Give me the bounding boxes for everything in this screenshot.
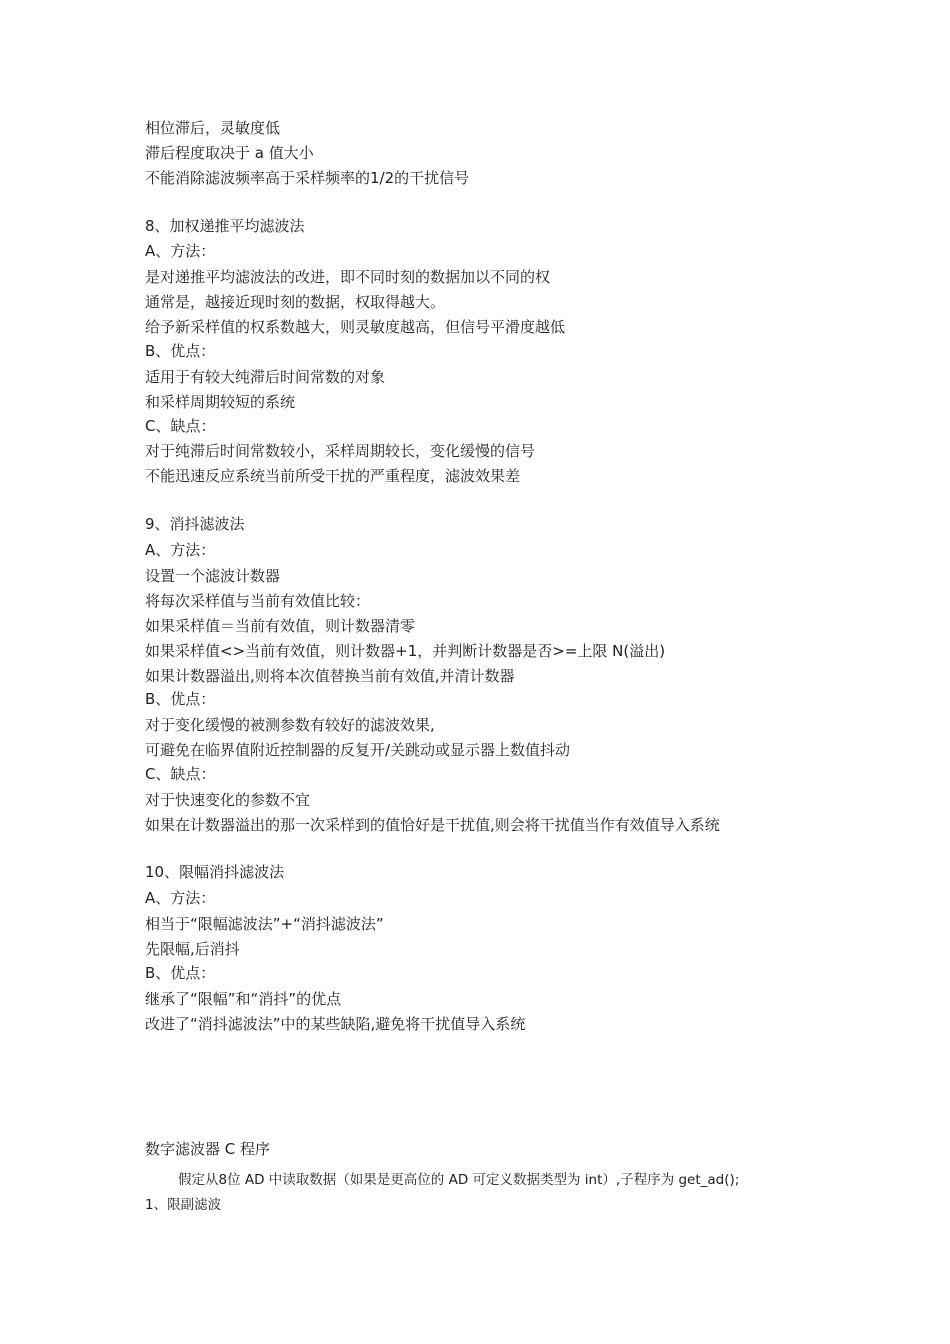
text-line: 是对递推平均滤波法的改进，即不同时刻的数据加以不同的权 (145, 268, 551, 286)
subheading: C、缺点： (145, 765, 216, 783)
text-line: 如果在计数器溢出的那一次采样到的值恰好是干扰值,则会将干扰值当作有效值导入系统 (145, 816, 720, 834)
subheading: A、方法： (145, 541, 216, 559)
text-line: 相当于“限幅滤波法”+“消抖滤波法” (145, 915, 384, 933)
text-line: 对于纯滞后时间常数较小，采样周期较长，变化缓慢的信号 (145, 442, 536, 460)
subheading: B、优点： (145, 964, 216, 982)
text-line: 不能迅速反应系统当前所受干扰的严重程度，滤波效果差 (145, 467, 521, 485)
text-line: 给予新采样值的权系数越大，则灵敏度越高，但信号平滑度越低 (145, 318, 566, 336)
subheading: B、优点： (145, 342, 216, 360)
text-line: 设置一个滤波计数器 (145, 567, 281, 585)
subheading: C、缺点： (145, 417, 216, 435)
text-line: 可避免在临界值附近控制器的反复开/关跳动或显示器上数值抖动 (145, 741, 571, 759)
section-heading: 10、限幅消抖滤波法 (145, 863, 285, 881)
subheading: B、优点： (145, 690, 216, 708)
text-line: 1、限副滤波 (145, 1197, 222, 1213)
text-line: 对于变化缓慢的被测参数有较好的滤波效果, (145, 716, 435, 734)
subheading: A、方法： (145, 889, 216, 907)
section-heading: 8、加权递推平均滤波法 (145, 217, 305, 235)
text-line: 继承了“限幅”和“消抖”的优点 (145, 990, 342, 1008)
section-heading: 数字滤波器 C 程序 (145, 1140, 271, 1158)
text-line: 先限幅,后消抖 (145, 940, 240, 958)
text-line: 通常是，越接近现时刻的数据，权取得越大。 (145, 293, 446, 311)
text-line: 将每次采样值与当前有效值比较： (145, 592, 371, 610)
text-line: 相位滞后，灵敏度低 (145, 119, 281, 137)
text-line: 适用于有较大纯滞后时间常数的对象 (145, 368, 386, 386)
text-line: 对于快速变化的参数不宜 (145, 791, 311, 809)
section-heading: 9、消抖滤波法 (145, 515, 245, 533)
text-line: 如果采样值＝当前有效值，则计数器清零 (145, 617, 416, 635)
text-line: 假定从8位 AD 中读取数据（如果是更高位的 AD 可定义数据类型为 int）,子程序为 get_ad(); (178, 1172, 740, 1188)
subheading: A、方法： (145, 242, 216, 260)
text-line: 改进了“消抖滤波法”中的某些缺陷,避免将干扰值导入系统 (145, 1015, 526, 1033)
text-line: 如果计数器溢出,则将本次值替换当前有效值,并清计数器 (145, 667, 515, 685)
text-line: 和采样周期较短的系统 (145, 393, 296, 411)
text-line: 滞后程度取决于 a 值大小 (145, 144, 314, 162)
text-line: 不能消除滤波频率高于采样频率的1/2的干扰信号 (145, 169, 470, 187)
text-line: 如果采样值<>当前有效值，则计数器+1，并判断计数器是否>=上限 N(溢出) (145, 642, 666, 660)
